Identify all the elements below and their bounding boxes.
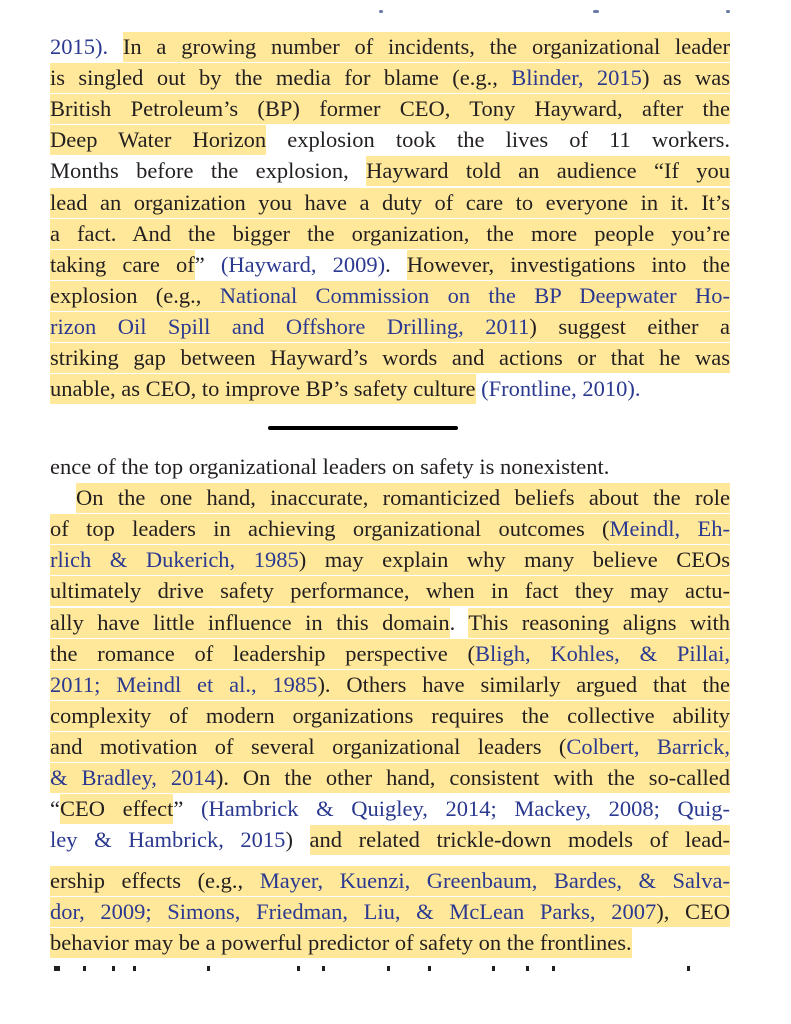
citation-link[interactable]: Bligh, Kohles, & Pillai, <box>475 639 730 669</box>
text-line <box>50 63 730 93</box>
text-line <box>50 156 730 186</box>
text-line <box>50 670 730 700</box>
text-line <box>50 374 730 404</box>
text-run: ence of the top organizational leaders on safety is nonexistent. <box>50 454 610 479</box>
text-run: Months before the explosion, <box>50 158 367 184</box>
citation-link[interactable]: Mayer, Kuenzi, Greenbaum, Bardes, & Salva- <box>260 866 730 896</box>
citation-link[interactable]: (Frontline, 2010). <box>481 376 641 402</box>
highlighted-text: complexity of modern organizations requires the collective ability <box>50 701 730 731</box>
highlighted-text: ership effects (e.g., <box>50 866 260 896</box>
text-run: . <box>385 251 407 277</box>
highlighted-text: ) suggest either a <box>529 312 730 342</box>
highlighted-text: explosion (e.g., <box>50 281 220 311</box>
highlighted-text: of top leaders in achieving organizational outcomes ( <box>50 514 610 544</box>
text-line <box>50 866 730 896</box>
text-line <box>50 250 730 280</box>
citation-link[interactable]: dor, 2009; Simons, Friedman, Liu, & McLean Parks, 2007 <box>50 897 656 927</box>
text-line <box>50 188 730 218</box>
text-line <box>50 343 730 373</box>
text-line <box>50 639 730 669</box>
text-line <box>76 483 730 513</box>
citation-link[interactable]: National Commission on the BP Deepwater Ho- <box>220 281 730 311</box>
highlighted-text: unable, as CEO, to improve BP’s safety culture <box>50 374 476 404</box>
citation-link[interactable]: & Bradley, 2014 <box>50 763 216 793</box>
text-line <box>50 94 730 124</box>
citation-link[interactable]: rlich & Dukerich, 1985 <box>50 545 299 575</box>
highlighted-text: is singled out by the media for blame (e.g., <box>50 63 511 93</box>
text-line <box>50 928 730 958</box>
highlighted-text: Hayward told an audience “If you <box>366 156 730 186</box>
citation-link[interactable]: Colbert, Barrick, <box>566 732 730 762</box>
text-line <box>50 576 730 606</box>
highlighted-text: Deep Water Horizon <box>50 125 266 155</box>
text-line <box>50 125 730 155</box>
citation-link[interactable]: (Hambrick & Quigley, 2014; Mackey, 2008; Quig- <box>201 796 730 822</box>
highlighted-text: lead an organization you have a duty of care to everyone in it. It’s <box>50 188 730 218</box>
text-line <box>50 825 730 855</box>
text-run: ) <box>285 827 310 853</box>
highlighted-text: the romance of leadership perspective ( <box>50 639 475 669</box>
highlighted-text: On the one hand, inaccurate, romanticized beliefs about the role <box>76 483 730 513</box>
citation-link[interactable]: rizon Oil Spill and Offshore Drilling, 2011 <box>50 312 529 342</box>
text-line <box>50 312 730 342</box>
clipped-text-fragment-top <box>50 0 730 20</box>
citation-link[interactable]: 2011; Meindl et al., 1985 <box>50 670 317 700</box>
citation-link[interactable]: ley & Hambrick, 2015 <box>50 827 286 853</box>
text-line <box>50 32 730 62</box>
text-run: . <box>449 609 469 635</box>
highlighted-text: ) may explain why many believe CEOs <box>299 545 730 575</box>
text-line <box>50 608 730 638</box>
citation-link[interactable]: Blinder, 2015 <box>511 63 642 93</box>
text-run: ” <box>194 251 221 277</box>
text-line <box>50 281 730 311</box>
citation-link[interactable]: (Hayward, 2009) <box>220 251 386 277</box>
text-line <box>50 219 730 249</box>
highlighted-text: British Petroleum’s (BP) former CEO, Tony Hayward, after the <box>50 94 730 124</box>
text-run: ” <box>173 796 202 822</box>
highlighted-text: ). Others have similarly argued that the <box>317 670 730 700</box>
text-line <box>50 514 730 544</box>
highlighted-text: and related trickle-down models of lead- <box>310 825 730 855</box>
highlighted-text: CEO effect <box>60 794 173 824</box>
clipped-text-fragment-bottom <box>50 966 730 972</box>
text-run: “ <box>50 796 60 822</box>
highlighted-text: In a growing number of incidents, the organizational leader <box>123 32 730 62</box>
highlighted-text: striking gap between Hayward’s words and actions or that he was <box>50 343 730 373</box>
highlighted-text: ) as was <box>642 63 730 93</box>
text-line <box>50 763 730 793</box>
highlighted-text: a fact. And the bigger the organization, the more people you’re <box>50 219 730 249</box>
text-line <box>50 701 730 731</box>
highlighted-text: behavior may be a powerful predictor of safety on the frontlines. <box>50 928 632 958</box>
text-line <box>50 545 730 575</box>
highlighted-text: and motivation of several organizational leaders ( <box>50 732 566 762</box>
highlighted-text: However, investigations into the <box>407 250 730 280</box>
text-line <box>50 897 730 927</box>
highlighted-text: ultimately drive safety performance, when in fact they may actu- <box>50 576 730 606</box>
highlighted-text: ), CEO <box>656 897 730 927</box>
highlighted-text: ). On the other hand, consistent with the so-called <box>216 763 730 793</box>
text-line <box>50 452 730 482</box>
highlighted-text: This reasoning aligns with <box>468 608 730 638</box>
text-line <box>50 732 730 762</box>
citation-link[interactable]: Meindl, Eh- <box>610 514 730 544</box>
highlighted-text: taking care of <box>50 250 195 280</box>
highlighted-text: ally have little influence in this domain <box>50 608 450 638</box>
page-divider <box>268 426 458 430</box>
citation-link[interactable]: 2015). <box>50 34 123 59</box>
text-run: explosion took the lives of 11 workers. <box>266 127 730 153</box>
text-line <box>50 794 730 824</box>
